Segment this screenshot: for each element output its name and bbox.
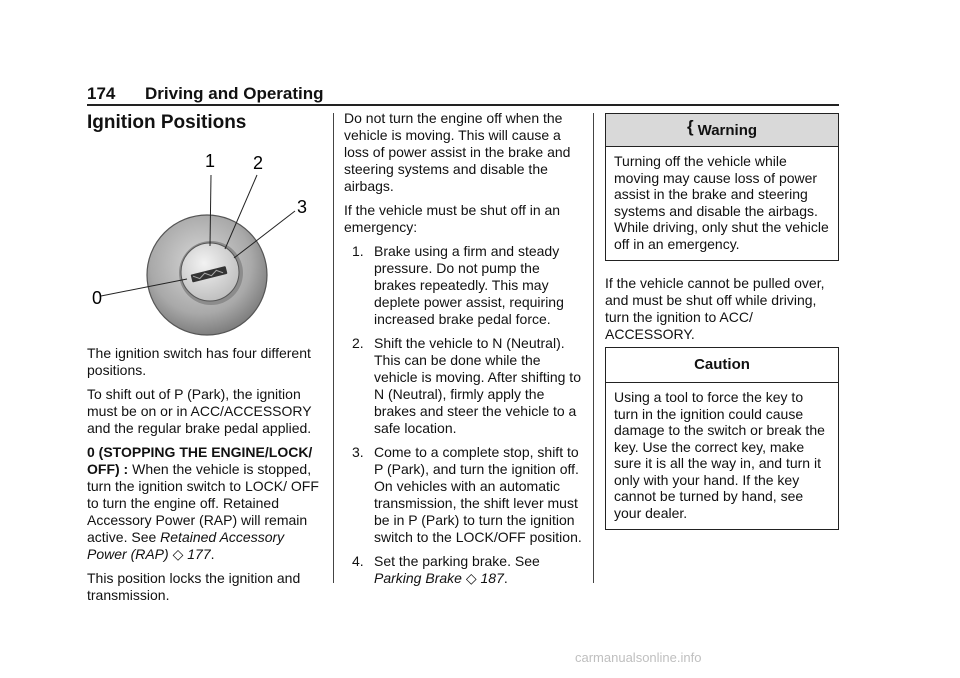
run-in-heading: 0 (STOPPING THE ENGINE/LOCK/ OFF) : bbox=[87, 444, 313, 477]
caution-title: Caution bbox=[606, 348, 838, 383]
list-item: 2. Shift the vehicle to N (Neutral). This can be done while the vehicle is moving. After shifting to N (Neutral), firmly apply the brakes and steer the vehicle to a safe location. bbox=[352, 335, 581, 436]
list-item: 4. Set the parking brake. See Parking Brake ◇ 187. bbox=[352, 553, 540, 586]
list-item: 3. Come to a complete stop, shift to P (Park), and turn the ignition off. On vehicles with an automatic transmission, the shift lever must be in P (Park) to turn the ignition switch to the LOCK/OFF position. bbox=[352, 444, 582, 545]
paragraph: To shift out of P (Park), the ignition must be on or in ACC/ACCESSORY and the regular brake pedal applied. bbox=[87, 386, 312, 436]
page-ref-icon: ◇ bbox=[172, 546, 184, 562]
header-rule bbox=[87, 104, 839, 106]
paragraph: If the vehicle cannot be pulled over, and must be shut off while driving, turn the ignition to ACC/ ACCESSORY. bbox=[605, 275, 825, 342]
position-0-label: 0 bbox=[92, 288, 103, 308]
emergency-steps-list bbox=[344, 243, 582, 587]
cross-reference-link[interactable]: Parking Brake ◇ 187 bbox=[374, 570, 504, 586]
paragraph: This position locks the ignition and transmission. bbox=[87, 570, 301, 603]
list-item: 1. Brake using a firm and steady pressure. Do not pump the brakes repeatedly. This may deplete power assist, requiring increased brake pedal force. bbox=[352, 243, 564, 327]
page-title: Ignition Positions bbox=[87, 112, 247, 133]
warning-box bbox=[605, 113, 839, 261]
ignition-switch-illustration bbox=[87, 148, 327, 336]
cross-reference-link[interactable]: Retained Accessory Power (RAP) ◇ 177 bbox=[87, 529, 285, 562]
warning-text: Turning off the vehicle while moving may cause loss of power assist in the brake and steering systems and disable the airbags. While driving, only shut the vehicle off in an emergency. bbox=[614, 153, 829, 252]
column-divider-2 bbox=[593, 113, 594, 583]
paragraph-stopping-engine: 0 (STOPPING THE ENGINE/LOCK/ OFF) : When the vehicle is stopped, turn the ignition switch to LOCK/ OFF to turn the engine off. Retained Accessory Power (RAP) will remain active. See Retained Accessory Power (RAP) ◇ 177. bbox=[87, 444, 319, 562]
paragraph: The ignition switch has four different positions. bbox=[87, 345, 311, 378]
position-3-label: 3 bbox=[297, 197, 308, 217]
right-column-text bbox=[605, 275, 839, 350]
warning-icon: { bbox=[686, 117, 694, 136]
caution-text: Using a tool to force the key to turn in the ignition could cause damage to the switch or break the key. Use the correct key, make sure it is all the way in, and turn it only with your hand. If the key cannot be turned by hand, see your dealer. bbox=[614, 389, 825, 521]
caution-box bbox=[605, 347, 839, 530]
warning-header bbox=[606, 114, 838, 147]
ignition-figure bbox=[87, 148, 327, 336]
watermark: carmanualsonline.info bbox=[575, 650, 702, 665]
position-1-label: 1 bbox=[205, 151, 216, 171]
paragraph: Do not turn the engine off when the vehicle is moving. This will cause a loss of power assist in the brake and steering systems and disable the airbags. bbox=[344, 110, 571, 194]
page-number: 174 bbox=[87, 84, 116, 103]
page-header bbox=[87, 84, 324, 104]
middle-column-text bbox=[344, 110, 582, 594]
warning-title: Warning bbox=[697, 122, 758, 139]
column-divider-1 bbox=[333, 113, 334, 583]
paragraph: If the vehicle must be shut off in an emergency: bbox=[344, 202, 561, 235]
position-2-label: 2 bbox=[253, 153, 264, 173]
page-ref-icon: ◇ bbox=[465, 570, 477, 586]
left-column-text bbox=[87, 345, 325, 611]
section-title: Driving and Operating bbox=[145, 84, 324, 103]
